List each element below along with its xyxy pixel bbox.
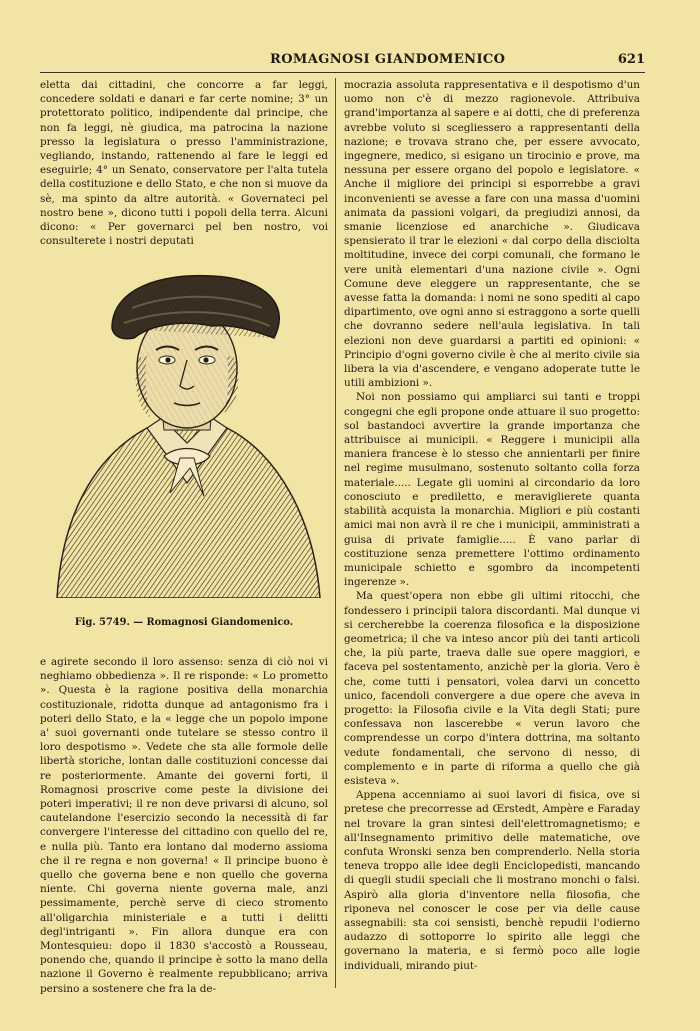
right-column xyxy=(344,78,640,973)
paragraph: e agirete secondo il loro assenso: senza di ciò noi vi neghiamo obbedienza ». Il re risponde: « Lo prometto ». Questa è la ragione positiva della monarchia costituzionale, ridotta dunque ad antagonismo fra i poteri dello Stato, e la « legge che un popolo impone a' suoi governanti onde tutelare se stesso contro il loro despotismo ». Vedete che sta alle formole delle libertà storiche, lontan dalle costituzioni concesse dai re posteriormente. Amante dei governi forti, il Romagnosi proscrive come peste la divisione dei poteri imperativi; il re non deve privarsi di alcuno, sol cautelandone l'esercizio secondo la necessità di far convergere l'interesse del cittadino con quello del re, e nulla più. Tanto era lontano dal moderno assioma che il re regna e non governa! « Il principe buono è quello che governa bene e non quello che governa niente. Chi governa niente governa male, anzi pessimamente, perchè serve di cieco stromento all'oligarchia ministeriale e a tutti i delitti degl'intriganti ». Fin allora dunque era con Montesquieu: dopo il 1830 s'accostò a Rousseau, ponendo che, quando il principe è sotto la mano della nazione il Governo è realmente repubblicano; arriva persino a sostenere che fra la de- xyxy=(40,656,328,995)
paragraph: Ma quest'opera non ebbe gli ultimi ritocchi, che fondessero i principii talora discordanti. Mal dunque vi si cercherebbe la coerenza filosofica e la disposizione geometrica; il che va inteso ancor più dei tanti articoli che, la più parte, traeva dalle sue opere maggiori, e faceva pel sostentamento, anzichè per la gloria. Vero è che, come tutti i pensatori, volea darvi un concetto unico, facendoli convergere a due opere che aveva in progetto: la Filosofia civile e la Vita degli Stati; pure confessava non lascerebbe « verun lavoro che comprendesse un corpo d'intera dottrina, ma soltanto vedute fondamentali, che servono di nesso, di complemento e in parte di riforma a quello che già esisteva ». xyxy=(344,590,640,787)
page-number: 621 xyxy=(617,52,645,67)
paragraph: mocrazia assoluta rappresentativa e il despotismo d'un uomo non c'è di mezzo ragionevole. Attribuiva grand'importanza al sapere e ai dotti, che di preferenza avrebbe voluto si scegliessero a rappresentanti della nazione; e trovava strano che, per essere avvocato, ingegnere, medico, si esigano un tirocinio e prove, ma nessuna per essere organo del popolo e legislatore. « Anche il migliore dei principi si esporrebbe a gravi inconvenienti se avesse a fare con una massa d'uomini animata da passioni volgari, da pregiudizi annosi, da smanie licenziose ed anarchiche ». Giudicava spensierato il trar le elezioni « dal corpo della disciolta moltitudine, invece dei corpi comunali, che formano le vere unità elementari d'una nazione civile ». Ogni Comune deve eleggere un rappresentante, che se avesse fatta la domanda: i nomi ne sono spediti al capo dipartimento, ove ogni anno si estraggono a sorte quelli che dovranno sedere nell'aula legislativa. In tali elezioni non deve guardarsi a partiti ed opinioni: « Principio d'ogni governo civile è che al merito civile sia libera la via d'ascendere, e vengano adoperate tutte le utili ambizioni ». xyxy=(344,79,640,390)
figure-caption: Fig. 5749. — Romagnosi Giandomenico. xyxy=(74,617,294,628)
paragraph: Noi non possiamo qui ampliarci sui tanti e troppi congegni che egli propone onde attuare il suo progetto: sol bastandoci avvertire la grande importanza che attribuisce ai municipii. « Reggere i municipii alla maniera francese è lo stesso che annientarli per finire nel regime musulmano, sostenuto soltanto colla forza materiale..... Legate gli uomini al circondario da loro conosciuto e prediletto, e meraviglierete quanta stabilità acquista la monarchia. Migliori e più costanti amici mai non avrà il re che i municipii, amministrati a guisa di private famiglie..... È vano parlar di costituzione senza premettere l'ottimo ordinamento municipale schietto e sgombro da incompetenti ingerenze ». xyxy=(344,391,640,589)
portrait-engraving xyxy=(52,268,322,598)
column-divider xyxy=(335,78,336,988)
header-title: ROMAGNOSI GIANDOMENICO xyxy=(270,52,506,67)
left-column-bottom xyxy=(40,655,328,996)
left-column-top xyxy=(40,78,328,248)
paragraph: eletta dai cittadini, che concorre a far leggi, concedere soldati e danari e far certe nomine; 3° un protettorato politico, indipendente dal principe, che non fa leggi, nè giudica, ma patrocina la nazione presso la legislatura o presso l'amministrazione, vegliando, instando, rattenendo al fare le leggi ed eseguirle; 4° un Senato, conservatore per l'alta tutela della costituzione e dello Stato, e che non si muove da sè, ma spinto da altre autorità. « Governateci pel nostro bene », dicono tutti i popoli della terra. Alcuni dicono: « Per governarci pel ben nostro, voi consulterete i nostri deputati xyxy=(40,79,328,248)
running-header xyxy=(40,50,645,73)
paragraph: Appena accenniamo ai suoi lavori di fisica, ove si pretese che precorresse ad Œrstedt, Ampère e Faraday nel trovare la gran sintesi dell'elettromagnetismo; e all'Insegnamento primitivo delle matematiche, ove confuta Wronski senza ben comprenderlo. Nella storia teneva troppo alle idee degli Enciclopedisti, mancando di quegli studii speciali che li mostrano monchi o falsi. Aspirò alla gloria d'inventore nella filosofia, che riponeva nel conoscer le cose per via delle cause assegnabili: sta coi sensisti, benchè repudii l'odierno audazzo di sottoporre lo spirito alle leggi che governano la materia, e si fermò poco alle logie individuali, mirando piut- xyxy=(344,789,640,972)
